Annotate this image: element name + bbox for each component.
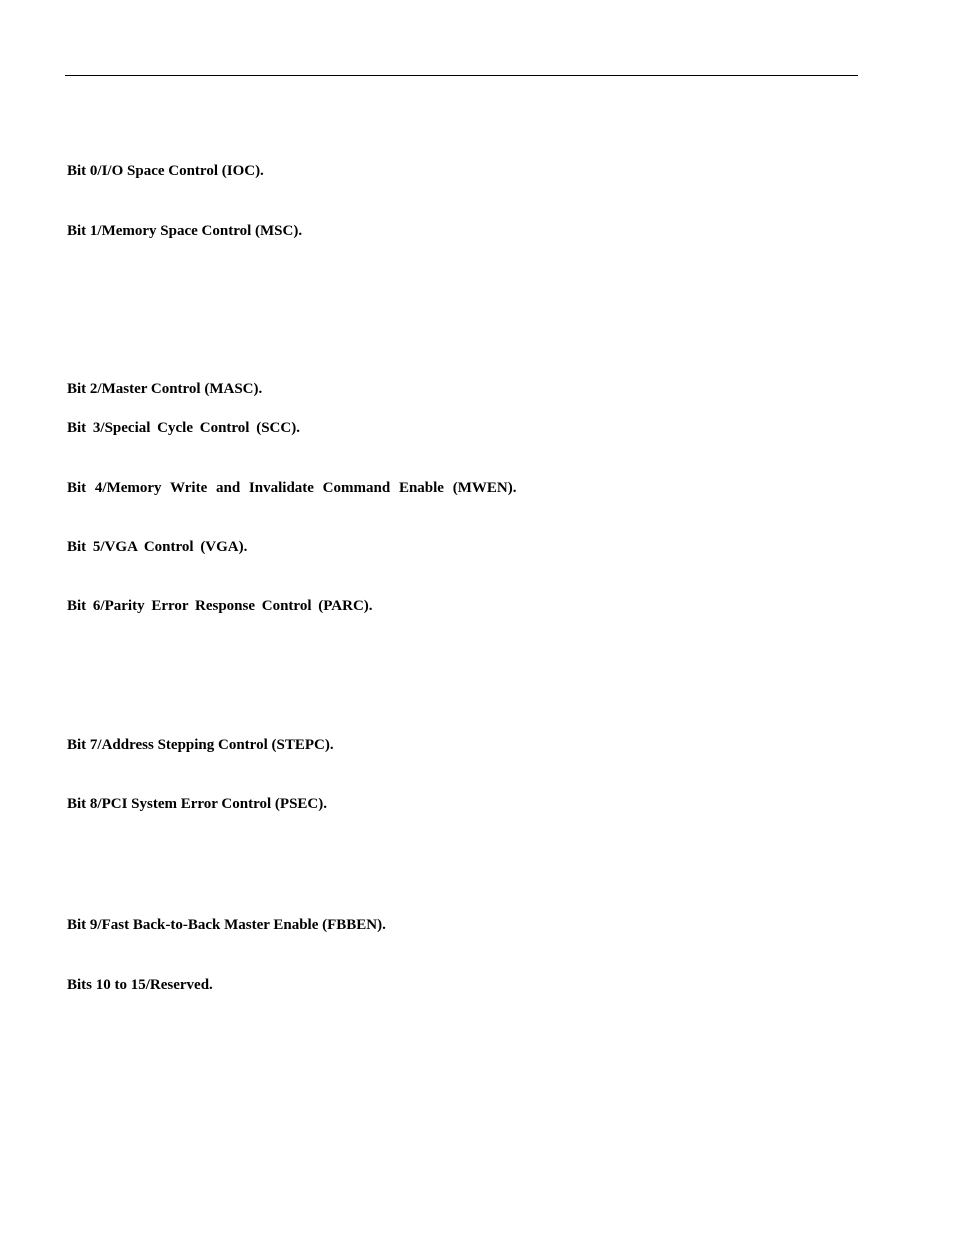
bit-1-heading: Bit 1/Memory Space Control (MSC). bbox=[67, 223, 303, 239]
bit-9-heading: Bit 9/Fast Back-to-Back Master Enable (FBBEN). bbox=[67, 917, 386, 933]
bit-4-heading: Bit 4/Memory Write and Invalidate Command Enable (MWEN). bbox=[67, 480, 517, 496]
bit-2-heading: Bit 2/Master Control (MASC). bbox=[67, 381, 263, 397]
bit-8-heading: Bit 8/PCI System Error Control (PSEC). bbox=[67, 796, 327, 812]
bit-7-heading: Bit 7/Address Stepping Control (STEPC). bbox=[67, 737, 334, 753]
bit-6-heading: Bit 6/Parity Error Response Control (PARC). bbox=[67, 598, 373, 614]
bits-10-15-heading: Bits 10 to 15/Reserved. bbox=[67, 977, 213, 993]
bit-3-heading: Bit 3/Special Cycle Control (SCC). bbox=[67, 420, 300, 436]
header-rule bbox=[65, 75, 858, 76]
bit-0-heading: Bit 0/I/O Space Control (IOC). bbox=[67, 163, 264, 179]
bit-5-heading: Bit 5/VGA Control (VGA). bbox=[67, 539, 248, 555]
